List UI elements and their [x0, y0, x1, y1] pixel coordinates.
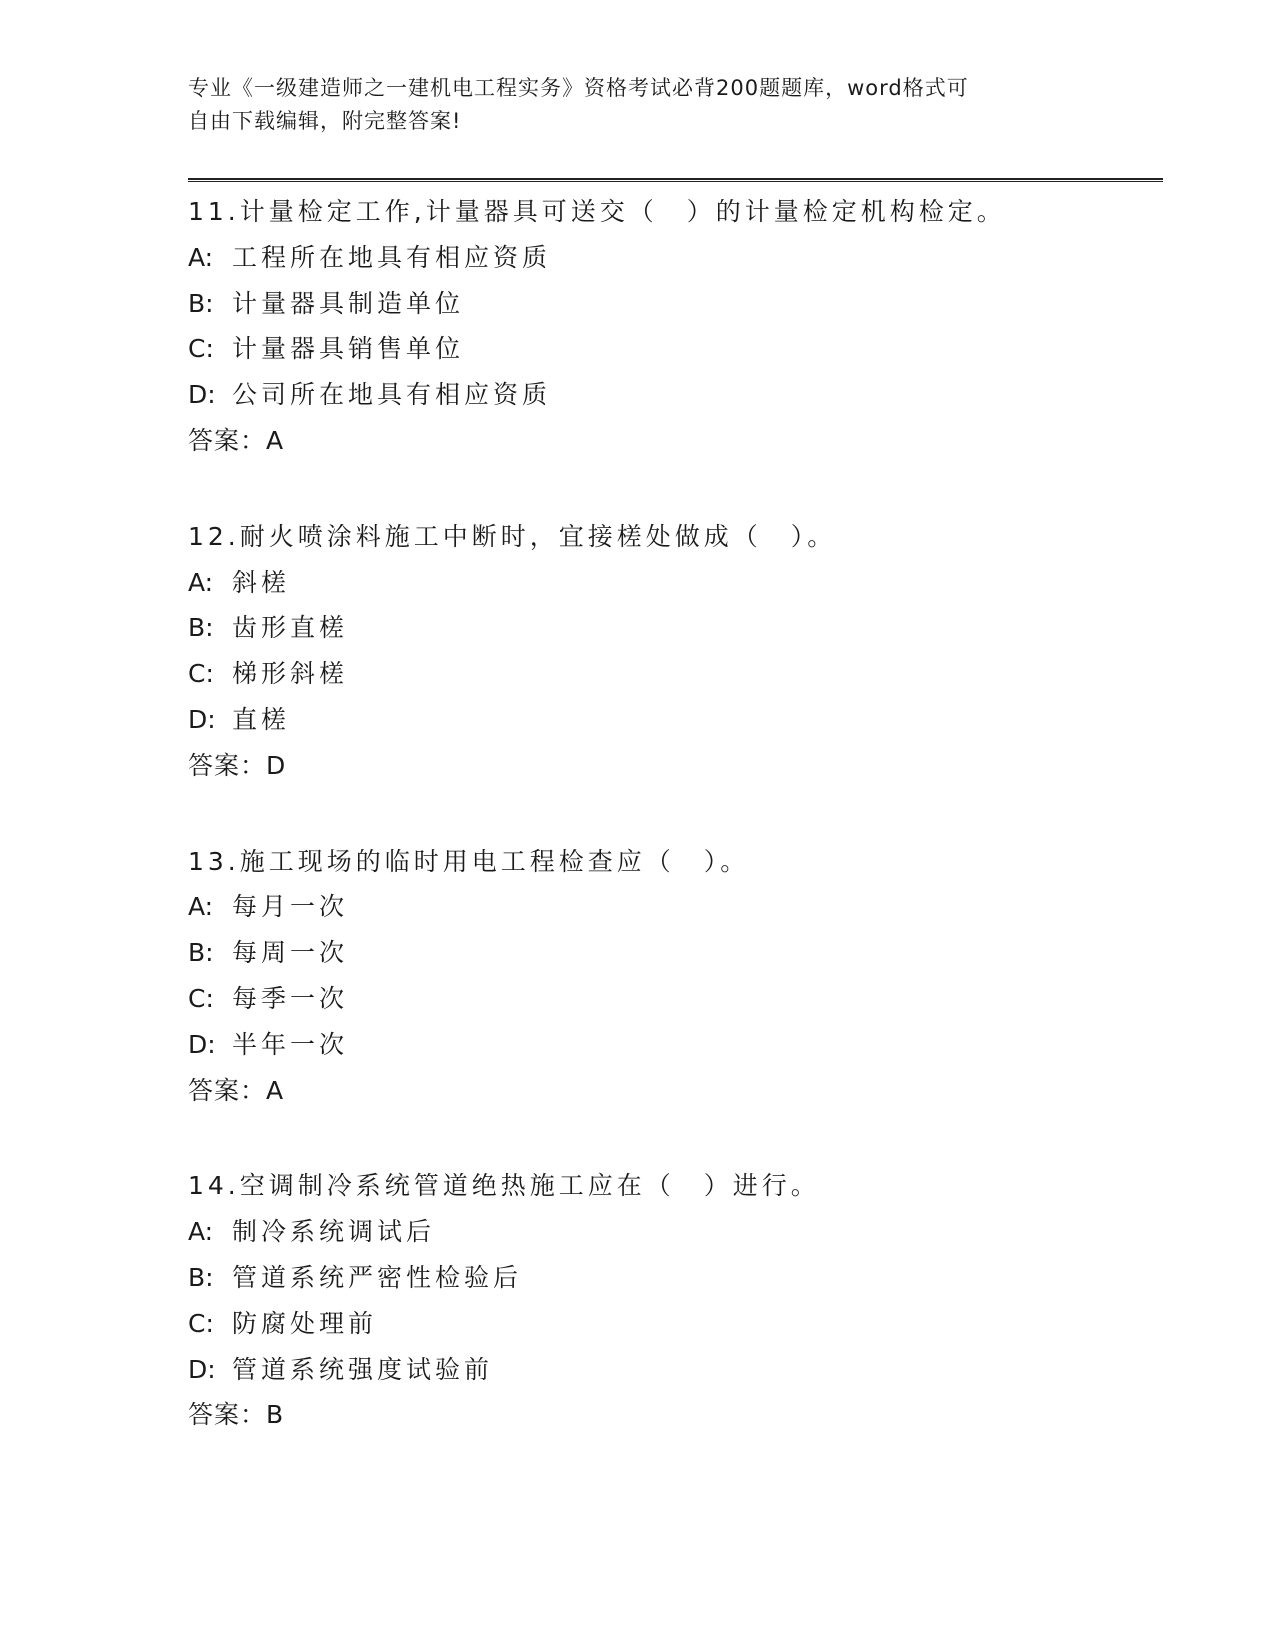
option-text: 半年一次	[232, 1029, 349, 1059]
option-text: 计量器具销售单位	[232, 334, 465, 364]
question-stem: 12.耐火喷涂料施工中断时，宜接槎处做成（ ）。	[188, 521, 837, 551]
question-12	[188, 514, 1148, 789]
option-letter: B:	[188, 1262, 214, 1292]
answer-line: 答案：A	[188, 1075, 285, 1105]
option-letter: B:	[188, 288, 214, 318]
option-d	[188, 372, 1148, 418]
option-c	[188, 651, 1148, 697]
question-stem: 14.空调制冷系统管道绝热施工应在（ ）进行。	[188, 1171, 820, 1201]
option-letter: D:	[188, 704, 216, 734]
option-text: 梯形斜槎	[232, 659, 349, 689]
question-13	[188, 839, 1148, 1114]
option-text: 防腐处理前	[232, 1308, 378, 1338]
option-c	[188, 326, 1148, 372]
option-c	[188, 1301, 1148, 1347]
question-list	[188, 189, 1148, 1488]
option-d	[188, 1347, 1148, 1393]
option-text: 计量器具制造单位	[232, 288, 465, 318]
header-line-2: 自由下载编辑，附完整答案!	[188, 109, 462, 133]
header-line-1: 专业《一级建造师之一建机电工程实务》资格考试必背200题题库，word格式可	[188, 76, 969, 100]
answer-line: 答案：A	[188, 425, 285, 455]
question-14	[188, 1163, 1148, 1438]
option-letter: A:	[188, 242, 214, 272]
option-a	[188, 235, 1148, 281]
answer-line: 答案：D	[188, 750, 287, 780]
option-text: 管道系统强度试验前	[232, 1354, 494, 1384]
option-letter: B:	[188, 938, 214, 968]
option-letter: D:	[188, 1354, 216, 1384]
option-d	[188, 697, 1148, 743]
option-b	[188, 605, 1148, 651]
option-letter: C:	[188, 1308, 214, 1338]
option-text: 工程所在地具有相应资质	[232, 242, 552, 272]
option-text: 每周一次	[232, 938, 349, 968]
option-a	[188, 1209, 1148, 1255]
option-letter: C:	[188, 659, 214, 689]
option-text: 公司所在地具有相应资质	[232, 380, 552, 410]
option-letter: C:	[188, 334, 214, 364]
option-text: 齿形直槎	[232, 613, 349, 643]
answer-line: 答案：B	[188, 1400, 285, 1430]
option-letter: C:	[188, 983, 214, 1013]
option-text: 每季一次	[232, 983, 349, 1013]
document-header	[188, 72, 1088, 138]
option-text: 每月一次	[232, 892, 349, 922]
option-text: 斜槎	[232, 567, 291, 597]
option-a	[188, 884, 1148, 930]
option-text: 直槎	[232, 704, 291, 734]
option-b	[188, 281, 1148, 327]
option-d	[188, 1022, 1148, 1068]
option-letter: B:	[188, 613, 214, 643]
question-stem: 13.施工现场的临时用电工程检查应（ ）。	[188, 846, 750, 876]
question-stem: 11.计量检定工作,计量器具可送交（ ）的计量检定机构检定。	[188, 197, 1006, 226]
option-letter: A:	[188, 1217, 214, 1247]
question-11	[188, 189, 1148, 464]
option-text: 制冷系统调试后	[232, 1217, 436, 1247]
option-letter: A:	[188, 892, 214, 922]
option-letter: D:	[188, 1029, 216, 1059]
header-divider	[188, 178, 1163, 182]
option-c	[188, 976, 1148, 1022]
option-a	[188, 560, 1148, 606]
option-b	[188, 1255, 1148, 1301]
option-letter: D:	[188, 380, 216, 410]
option-b	[188, 930, 1148, 976]
option-text: 管道系统严密性检验后	[232, 1262, 523, 1292]
option-letter: A:	[188, 567, 214, 597]
